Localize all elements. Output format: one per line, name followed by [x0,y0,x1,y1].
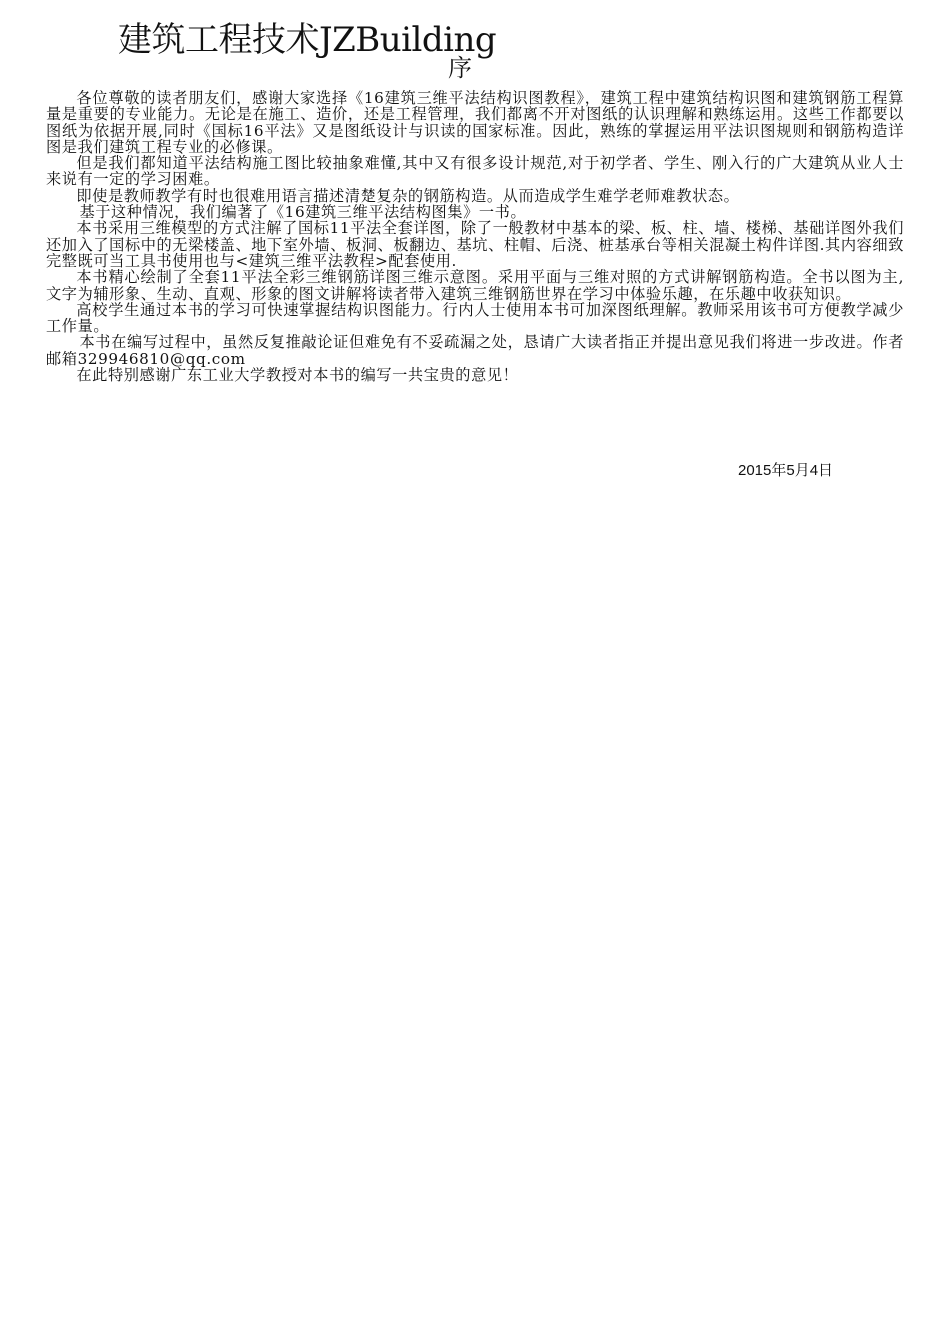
paragraph: 本书精心绘制了全套11平法全彩三维钢筋详图三维示意图。采用平面与三维对照的方式讲解钢筋构造。全书以图为主,文字为辅形象、生动、直观、形象的图文讲解将读者带入建筑三维钢筋世界在学习中体验乐趣，在乐趣中收获知识。 [46,268,904,303]
paragraph: 高校学生通过本书的学习可快速掌握结构识图能力。行内人士使用本书可加深图纸理解。教师采用该书可方便教学减少工作量。 [46,300,904,336]
paragraph: 本书采用三维模型的方式注解了国标11平法全套详图，除了一般教材中基本的梁、板、柱、墙、楼梯、基础详图外我们还加入了国标中的无梁楼盖、地下室外墙、板洞、板翻边、基坑、柱帽、后浇、桩基承台等相关混凝土构件详图.其内容细致完整既可当工具书使用也与<建筑三维平法教程>配套使用. [46,219,904,270]
preface-body [46,90,904,383]
paragraph: 即使是教师教学有时也很难用语言描述清楚复杂的钢筋构造。从而造成学生难学老师难教状态。 [76,186,740,205]
paragraph: 基于这种情况，我们编著了《16建筑三维平法结构图集》一书。 [79,203,527,222]
paragraph: 各位尊敬的读者朋友们，感谢大家选择《16建筑三维平法结构识图教程》，建筑工程中建筑结构识图和建筑钢筋工程算量是重要的专业能力。无论是在施工、造价，还是工程管理，我们都离不开对图纸的认识理解和熟练运用。这些工作都要以图纸为依据开展,同时《国标16平法》又是图纸设计与识读的国家标准。因此，熟练的掌握运用平法识图规则和钢筋构造详图是我们建筑工程专业的必修课。 [46,89,904,156]
paragraph: 在此特别感谢广东工业大学教授对本书的编写一共宝贵的意见！ [76,366,519,385]
paragraph: 但是我们都知道平法结构施工图比较抽象难懂,其中又有很多设计规范,对于初学者、学生、刚入行的广大建筑从业人士来说有一定的学习困难。 [46,154,904,189]
document-date: 2015年5月4日 [738,462,834,479]
preface-heading: 序 [448,54,472,82]
paragraph: 本书在编写过程中，虽然反复推敲论证但难免有不妥疏漏之处，恳请广大读者指正并提出意见我们将进一步改进。作者邮箱329946810@qq.com [46,333,904,368]
document-title: 建筑工程技术JZBuilding [118,20,497,60]
